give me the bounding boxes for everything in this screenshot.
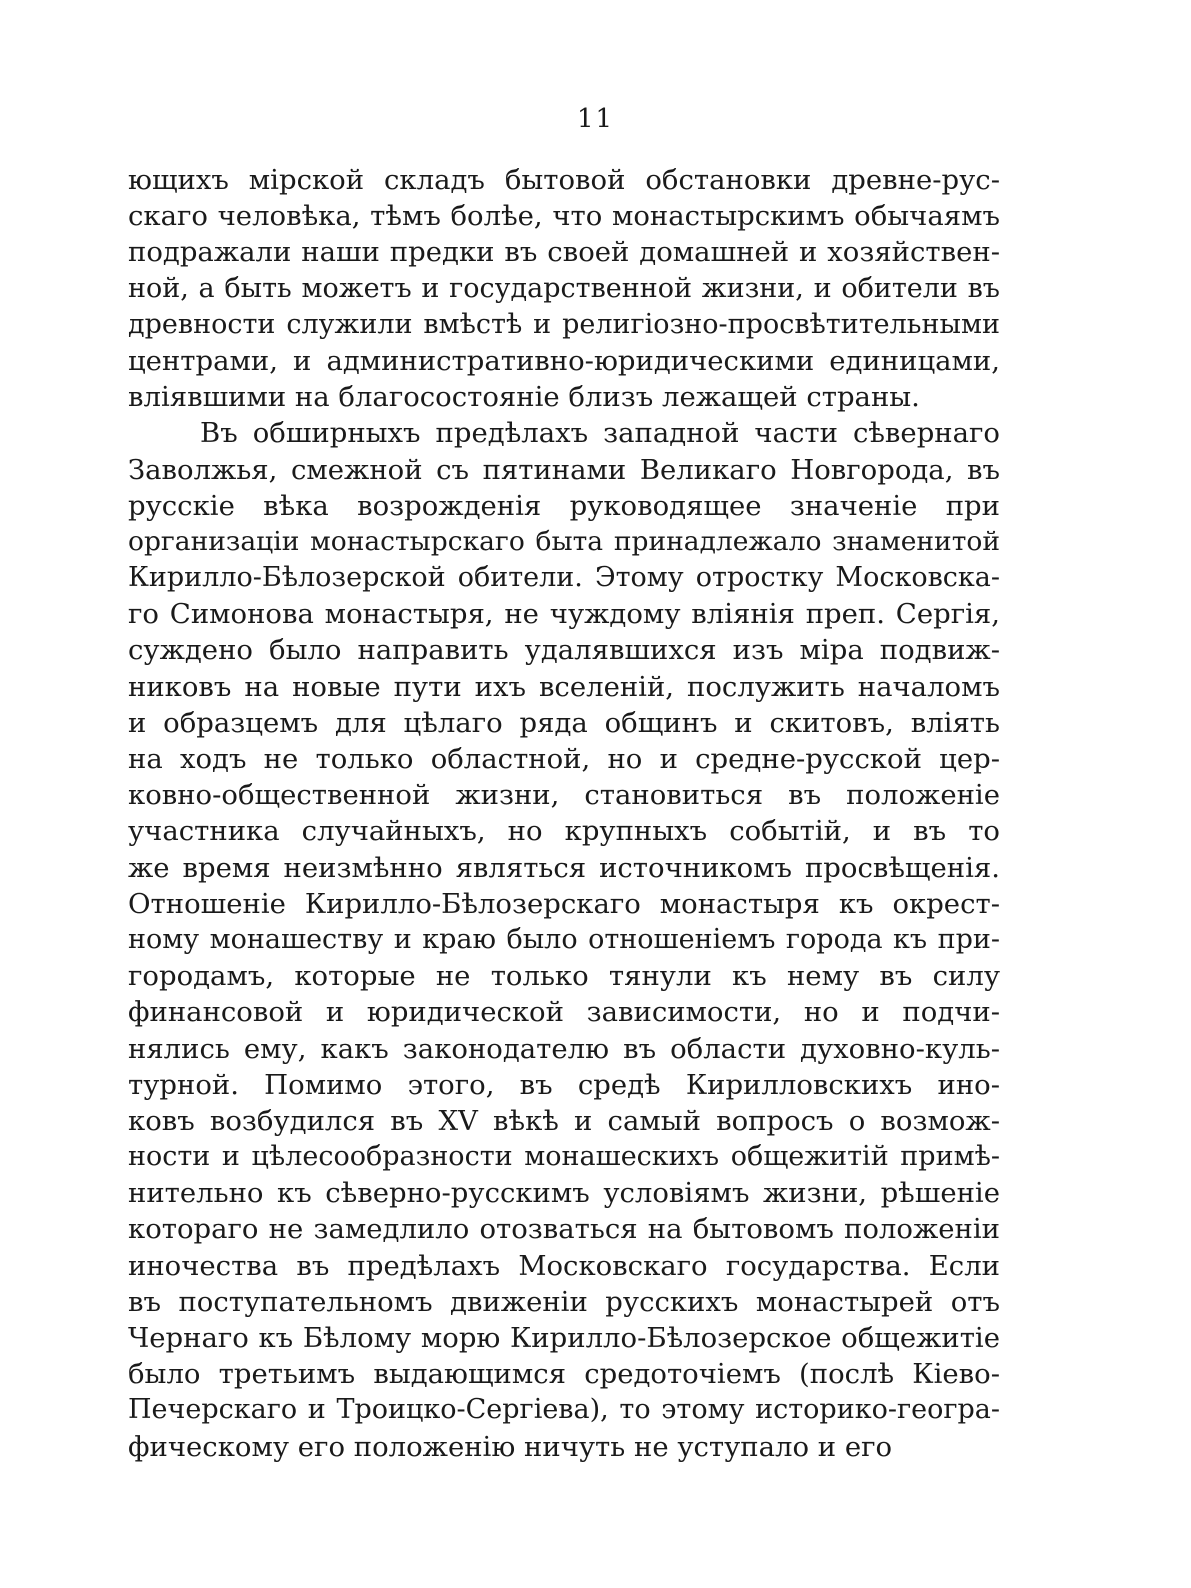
text-line: центрами, и административно-юридическими единицами, — [128, 344, 1000, 377]
text-line: ной, а быть можетъ и государственной жизни, и обители въ — [128, 272, 1000, 304]
text-line: участника случайныхъ, но крупныхъ событій, и въ то — [128, 815, 1000, 848]
page-number: 11 — [576, 104, 615, 134]
text-line: подражали наши предки въ своей домашней и хозяйствен- — [128, 236, 1000, 269]
text-line: вліявшими на благосостояніе близъ лежащей страны. — [128, 381, 920, 414]
text-line: организаціи монастырскаго быта принадлежало знаменитой — [128, 525, 1000, 557]
text-line: никовъ на новые пути ихъ вселеній, послужить началомъ — [128, 670, 1000, 703]
text-line: Кирилло-Бѣлозерской обители. Этому отростку Московска- — [128, 562, 1000, 594]
text-line: нялись ему, какъ законодателю въ области духовно-куль- — [128, 1032, 1000, 1065]
text-line: Заволжья, смежной съ пятинами Великаго Новгорода, въ — [128, 453, 1000, 486]
text-line: го Симонова монастыря, не чуждому вліянія преп. Сергія, — [128, 598, 1000, 631]
text-line: ковно-общественной жизни, становиться въ положеніе — [128, 779, 1000, 812]
text-line: фическому его положенію ничуть не уступало и его — [128, 1430, 893, 1463]
text-line: иночества въ предѣлахъ Московскаго государства. Если — [128, 1249, 1000, 1282]
text-line: ковъ возбудился въ XV вѣкѣ и самый вопросъ о возмож- — [128, 1104, 1000, 1137]
paragraph-2 — [128, 415, 1000, 1464]
text-line: ющихъ мірской складъ бытовой обстановки древне-рус- — [128, 164, 1000, 196]
paragraph-1 — [128, 162, 1000, 415]
text-line: Чернаго къ Бѣлому морю Кирилло-Бѣлозерское общежитіе — [128, 1322, 1000, 1354]
text-line: турной. Помимо этого, въ средѣ Кирилловскихъ ино- — [128, 1068, 1000, 1101]
text-line: же время неизмѣнно являться источникомъ просвѣщенія. — [128, 851, 1000, 884]
text-line: нительно къ сѣверно-русскимъ условіямъ жизни, рѣшеніе — [128, 1177, 1000, 1210]
text-line: было третьимъ выдающимся средоточіемъ (послѣ Кіево- — [128, 1358, 1000, 1391]
text-line: древности служили вмѣстѣ и религіозно-просвѣтительными — [128, 308, 1000, 340]
text-line: суждено было направить удалявшихся изъ міра подвиж- — [128, 634, 1000, 667]
text-line: Отношеніе Кирилло-Бѣлозерскаго монастыря къ окрест- — [128, 887, 1000, 920]
text-line: Печерскаго и Троицко-Сергіева), то этому историко-геогра- — [128, 1394, 1000, 1426]
text-line: Въ обширныхъ предѣлахъ западной части сѣвернаго — [200, 417, 1000, 450]
text-line: и образцемъ для цѣлаго ряда общинъ и скитовъ, влiять — [128, 706, 1000, 739]
text-line: въ поступательномъ движеніи русскихъ монастырей отъ — [128, 1285, 1000, 1318]
text-line: ности и цѣлесообразности монашескихъ общежитій примѣ- — [128, 1141, 1000, 1173]
text-line: финансовой и юридической зависимости, но и подчи- — [128, 996, 1000, 1029]
text-line: русскіе вѣка возрожденія руководящее значеніе при — [128, 489, 1000, 522]
text-line: ному монашеству и краю было отношеніемъ города къ при- — [128, 923, 1000, 955]
text-line: котораго не замедлило отозваться на бытовомъ положеніи — [128, 1213, 1000, 1246]
text-line: на ходъ не только областной, но и средне-русской цер- — [128, 743, 1000, 775]
text-line: скаго человѣка, тѣмъ болѣе, что монастырскимъ обычаямъ — [128, 200, 1000, 233]
text-line: городамъ, которые не только тянули къ нему въ силу — [128, 960, 1000, 993]
text-body — [128, 162, 1000, 1465]
